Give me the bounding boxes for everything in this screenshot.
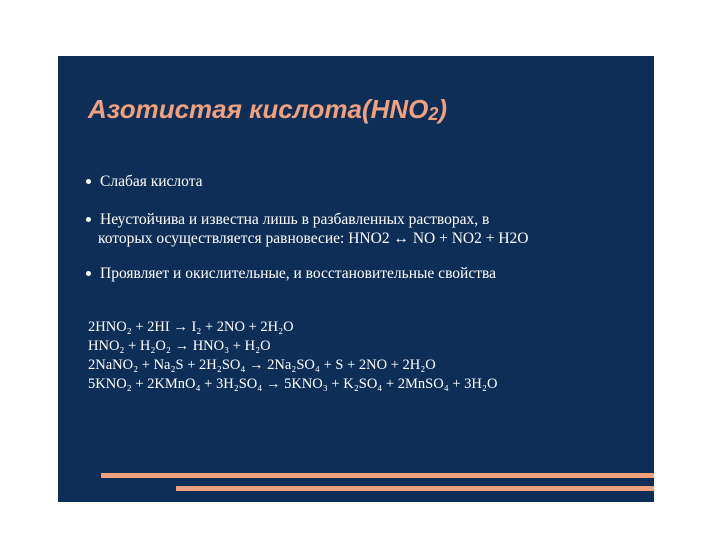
bullet-text: Слабая кислота (100, 173, 203, 190)
bullet-text: Неустойчива и известна лишь в разбавленных растворах, в (100, 211, 490, 228)
accent-bar-lower (176, 486, 654, 491)
title-subscript: 2 (428, 104, 439, 124)
bullet-item (86, 172, 646, 191)
title-close: ) (438, 94, 448, 124)
equation-list (88, 318, 648, 394)
title-main: Азотистая кислота(HNO (88, 94, 429, 124)
bullet-text-continuation: которых осуществляется равновесие: HNO2 ↔ NO + NO2 + H2O (98, 230, 529, 247)
equation-line: 2NaNO₂ + Na₂S + 2H₂SO₄ → 2Na₂SO₄ + S + 2NO + 2H₂O (88, 357, 436, 373)
bullet-dot-icon (86, 271, 91, 276)
bullet-dot-icon (86, 217, 91, 222)
slide (58, 56, 654, 502)
bullet-dot-icon (86, 179, 91, 184)
bullet-list (86, 172, 646, 283)
bullet-item (86, 264, 646, 283)
bullet-item (86, 210, 646, 248)
equation-line: 2HNO₂ + 2HI → I₂ + 2NO + 2H₂O (88, 319, 294, 335)
slide-title (88, 94, 447, 125)
bullet-text: Проявляет и окислительные, и восстановительные свойства (100, 265, 496, 282)
equation-line: HNO₂ + H₂O₂ → HNO₃ + H₂O (88, 338, 271, 354)
accent-bar-upper (101, 473, 654, 478)
equation-line: 5KNO₂ + 2KMnO₄ + 3H₂SO₄ → 5KNO₃ + K₂SO₄ + 2MnSO₄ + 3H₂O (88, 376, 498, 392)
